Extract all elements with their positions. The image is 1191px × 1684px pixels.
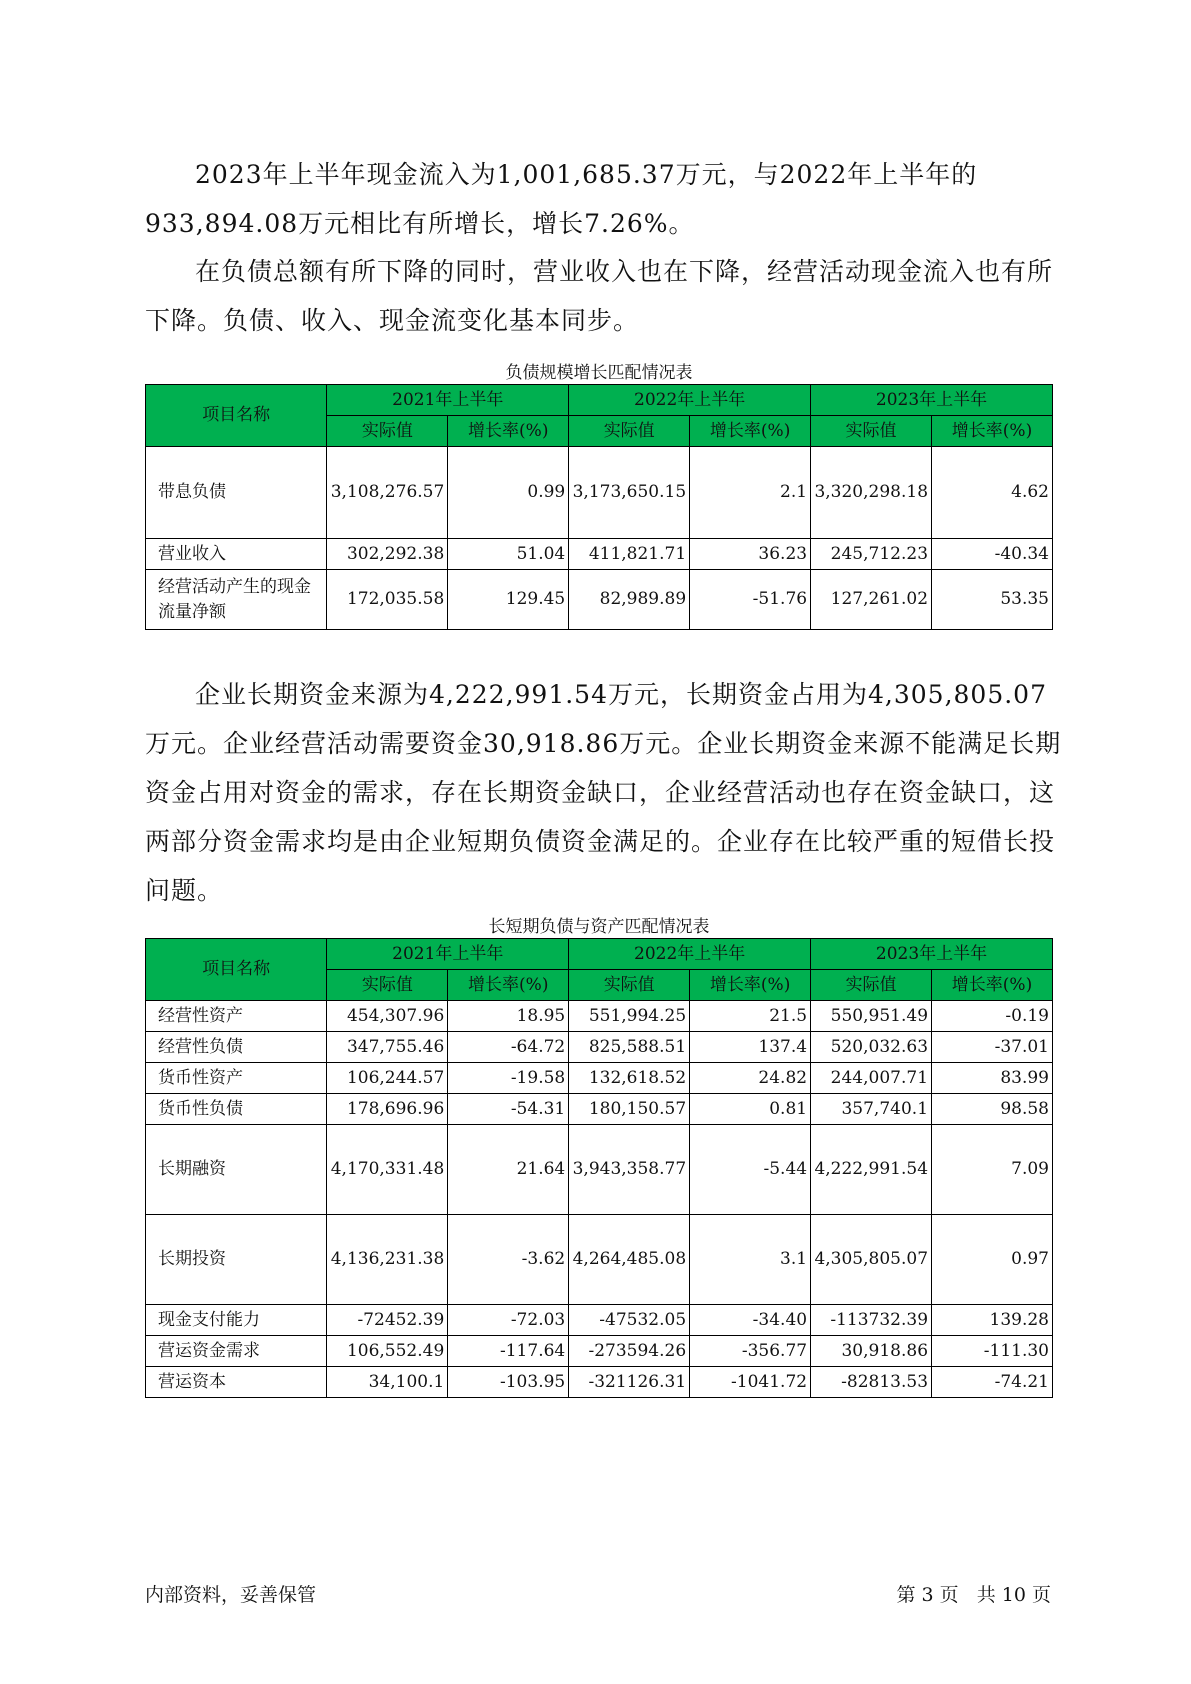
table-row [146, 1215, 1053, 1305]
actual-value-cell: -47532.05 [569, 1305, 690, 1336]
paragraph-long-term-funds: 企业长期资金来源为4,222,991.54万元，长期资金占用为4,305,805.07万元。企业经营活动需要资金30,918.86万元。企业长期资金来源不能满足长期资金占用对资金的需求，存在长期资金缺口，企业经营活动也存在资金缺口，这两部分资金需求均是由企业短期负债资金满足的。企业存在比较严重的短借长投问题。 [145, 680, 1062, 905]
growth-rate-cell: 3.1 [690, 1215, 811, 1305]
table-row [146, 570, 1053, 630]
table-row [146, 1125, 1053, 1215]
actual-value-cell: -82813.53 [811, 1367, 932, 1398]
header-growth-rate: 增长率(%) [690, 970, 811, 1001]
header-actual-value: 实际值 [327, 970, 448, 1001]
row-label: 经营性负债 [146, 1032, 327, 1063]
growth-rate-cell: 139.28 [932, 1305, 1053, 1336]
header-item-name: 项目名称 [146, 385, 327, 447]
actual-value-cell: 106,244.57 [327, 1063, 448, 1094]
growth-rate-cell: 51.04 [448, 539, 569, 570]
growth-rate-cell: 0.81 [690, 1094, 811, 1125]
actual-value-cell: -72452.39 [327, 1305, 448, 1336]
footer-page-number: 第 3 页 共 10 页 [896, 1584, 1051, 1606]
row-label: 货币性资产 [146, 1063, 327, 1094]
growth-rate-cell: -40.34 [932, 539, 1053, 570]
actual-value-cell: -113732.39 [811, 1305, 932, 1336]
actual-value-cell: 4,170,331.48 [327, 1125, 448, 1215]
growth-rate-cell: 98.58 [932, 1094, 1053, 1125]
row-label: 营业收入 [146, 539, 327, 570]
actual-value-cell: 411,821.71 [569, 539, 690, 570]
header-growth-rate: 增长率(%) [448, 416, 569, 447]
actual-value-cell: -273594.26 [569, 1336, 690, 1367]
row-label: 营运资本 [146, 1367, 327, 1398]
growth-rate-cell: -54.31 [448, 1094, 569, 1125]
growth-rate-cell: 21.5 [690, 1001, 811, 1032]
actual-value-cell: 30,918.86 [811, 1336, 932, 1367]
header-year: 2021年上半年 [327, 385, 569, 416]
header-actual-value: 实际值 [811, 970, 932, 1001]
actual-value-cell: 551,994.25 [569, 1001, 690, 1032]
actual-value-cell: 180,150.57 [569, 1094, 690, 1125]
table-row [146, 1032, 1053, 1063]
paragraph-cash-inflow: 2023年上半年现金流入为1,001,685.37万元，与2022年上半年的933,894.08万元相比有所增长，增长7.26%。 [145, 160, 978, 238]
growth-rate-cell: -111.30 [932, 1336, 1053, 1367]
growth-rate-cell: 24.82 [690, 1063, 811, 1094]
asset-liability-match-table [145, 938, 1053, 1398]
actual-value-cell: 4,136,231.38 [327, 1215, 448, 1305]
growth-rate-cell: 53.35 [932, 570, 1053, 630]
header-row-years [146, 385, 1053, 416]
debt-growth-table [145, 384, 1053, 630]
header-growth-rate: 增长率(%) [932, 970, 1053, 1001]
table1-caption: 负债规模增长匹配情况表 [505, 363, 693, 383]
actual-value-cell: -321126.31 [569, 1367, 690, 1398]
actual-value-cell: 132,618.52 [569, 1063, 690, 1094]
row-label: 带息负债 [146, 447, 327, 539]
growth-rate-cell: -0.19 [932, 1001, 1053, 1032]
growth-rate-cell: -117.64 [448, 1336, 569, 1367]
growth-rate-cell: 4.62 [932, 447, 1053, 539]
table-row [146, 1336, 1053, 1367]
actual-value-cell: 3,173,650.15 [569, 447, 690, 539]
actual-value-cell: 34,100.1 [327, 1367, 448, 1398]
paragraph-debt-income: 在负债总额有所下降的同时，营业收入也在下降，经营活动现金流入也有所下降。负债、收入、现金流变化基本同步。 [145, 257, 1054, 335]
table-row [146, 447, 1053, 539]
table2-caption: 长短期负债与资产匹配情况表 [488, 917, 710, 937]
growth-rate-cell: 137.4 [690, 1032, 811, 1063]
growth-rate-cell: 21.64 [448, 1125, 569, 1215]
header-actual-value: 实际值 [569, 416, 690, 447]
actual-value-cell: 3,320,298.18 [811, 447, 932, 539]
table-row [146, 1063, 1053, 1094]
growth-rate-cell: -103.95 [448, 1367, 569, 1398]
header-year: 2022年上半年 [569, 939, 811, 970]
table-row [146, 1305, 1053, 1336]
growth-rate-cell: -34.40 [690, 1305, 811, 1336]
header-growth-rate: 增长率(%) [448, 970, 569, 1001]
growth-rate-cell: -74.21 [932, 1367, 1053, 1398]
header-year: 2021年上半年 [327, 939, 569, 970]
actual-value-cell: 357,740.1 [811, 1094, 932, 1125]
actual-value-cell: 520,032.63 [811, 1032, 932, 1063]
actual-value-cell: 82,989.89 [569, 570, 690, 630]
growth-rate-cell: 83.99 [932, 1063, 1053, 1094]
actual-value-cell: 302,292.38 [327, 539, 448, 570]
growth-rate-cell: 2.1 [690, 447, 811, 539]
actual-value-cell: 4,264,485.08 [569, 1215, 690, 1305]
actual-value-cell: 245,712.23 [811, 539, 932, 570]
footer-confidential: 内部资料，妥善保管 [145, 1584, 317, 1606]
actual-value-cell: 4,305,805.07 [811, 1215, 932, 1305]
growth-rate-cell: -3.62 [448, 1215, 569, 1305]
header-growth-rate: 增长率(%) [932, 416, 1053, 447]
growth-rate-cell: -1041.72 [690, 1367, 811, 1398]
table-row [146, 1367, 1053, 1398]
row-label: 经营性资产 [146, 1001, 327, 1032]
actual-value-cell: 106,552.49 [327, 1336, 448, 1367]
table-row [146, 1001, 1053, 1032]
header-item-name: 项目名称 [146, 939, 327, 1001]
growth-rate-cell: -356.77 [690, 1336, 811, 1367]
actual-value-cell: 454,307.96 [327, 1001, 448, 1032]
actual-value-cell: 178,696.96 [327, 1094, 448, 1125]
header-year: 2022年上半年 [569, 385, 811, 416]
actual-value-cell: 3,108,276.57 [327, 447, 448, 539]
actual-value-cell: 550,951.49 [811, 1001, 932, 1032]
actual-value-cell: 825,588.51 [569, 1032, 690, 1063]
growth-rate-cell: -51.76 [690, 570, 811, 630]
row-label: 货币性负债 [146, 1094, 327, 1125]
actual-value-cell: 4,222,991.54 [811, 1125, 932, 1215]
actual-value-cell: 347,755.46 [327, 1032, 448, 1063]
actual-value-cell: 127,261.02 [811, 570, 932, 630]
header-row-years [146, 939, 1053, 970]
growth-rate-cell: -37.01 [932, 1032, 1053, 1063]
growth-rate-cell: -19.58 [448, 1063, 569, 1094]
actual-value-cell: 244,007.71 [811, 1063, 932, 1094]
header-year: 2023年上半年 [811, 939, 1053, 970]
header-growth-rate: 增长率(%) [690, 416, 811, 447]
growth-rate-cell: 0.97 [932, 1215, 1053, 1305]
header-year: 2023年上半年 [811, 385, 1053, 416]
growth-rate-cell: -64.72 [448, 1032, 569, 1063]
row-label: 长期投资 [146, 1215, 327, 1305]
growth-rate-cell: 7.09 [932, 1125, 1053, 1215]
actual-value-cell: 172,035.58 [327, 570, 448, 630]
row-label: 经营活动产生的现金流量净额 [146, 570, 327, 630]
growth-rate-cell: 36.23 [690, 539, 811, 570]
growth-rate-cell: -72.03 [448, 1305, 569, 1336]
row-label: 现金支付能力 [146, 1305, 327, 1336]
table-row [146, 539, 1053, 570]
growth-rate-cell: -5.44 [690, 1125, 811, 1215]
growth-rate-cell: 129.45 [448, 570, 569, 630]
header-actual-value: 实际值 [327, 416, 448, 447]
growth-rate-cell: 18.95 [448, 1001, 569, 1032]
growth-rate-cell: 0.99 [448, 447, 569, 539]
row-label: 营运资金需求 [146, 1336, 327, 1367]
table-row [146, 1094, 1053, 1125]
row-label: 长期融资 [146, 1125, 327, 1215]
header-actual-value: 实际值 [569, 970, 690, 1001]
header-actual-value: 实际值 [811, 416, 932, 447]
actual-value-cell: 3,943,358.77 [569, 1125, 690, 1215]
